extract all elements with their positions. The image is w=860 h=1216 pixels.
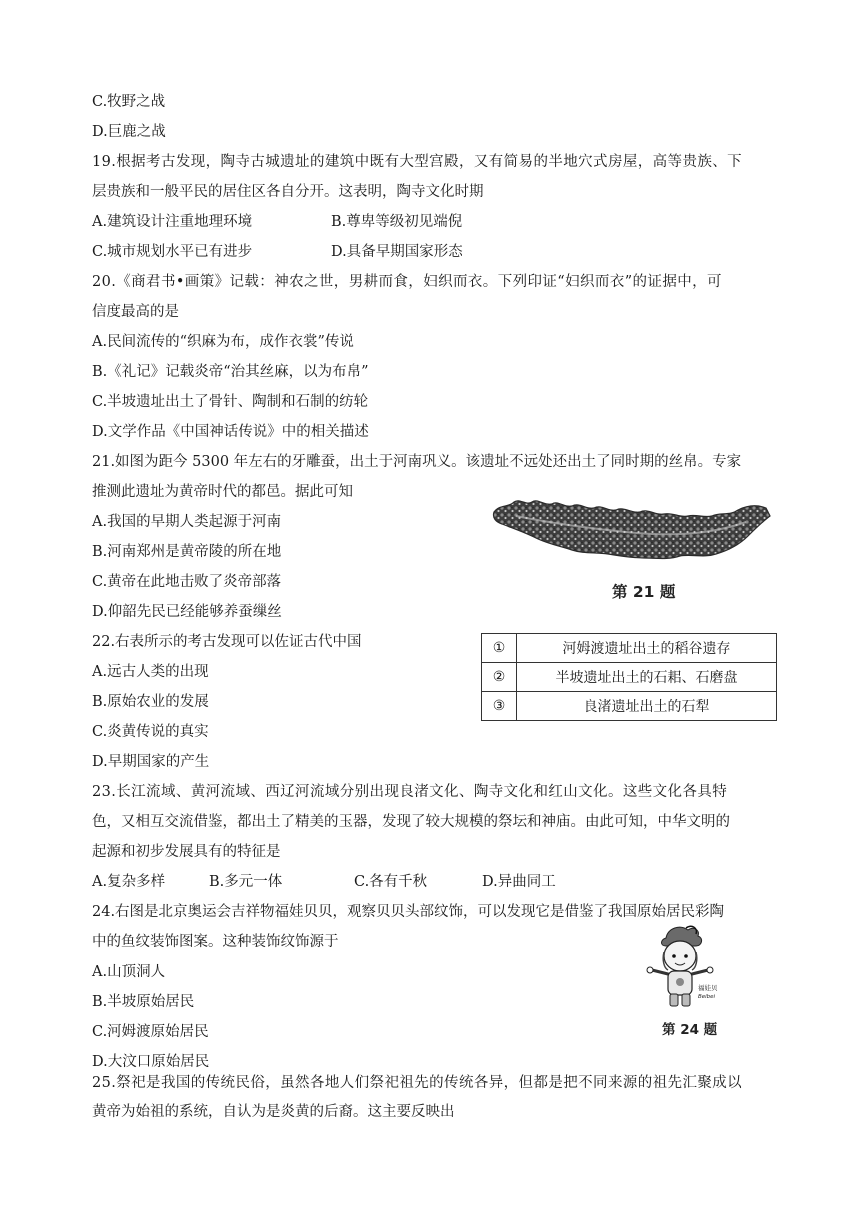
q21-stem-line1: 21.如图为距今 5300 年左右的牙雕蚕，出土于河南巩义。该遗址不远处还出土了同时期的丝帛。专家 [92, 454, 742, 470]
table-row-number: ② [482, 663, 517, 692]
beibei-signature-en: Beibei [698, 994, 716, 1000]
q20-stem-line1: 20.《商君书•画策》记载：神农之世，男耕而食，妇织而衣。下列印证“妇织而衣”的证据中，可 [92, 274, 722, 290]
q22-stem: 22.右表所示的考古发现可以佐证古代中国 [92, 634, 362, 650]
q24-option-d: D.大汶口原始居民 [92, 1054, 210, 1070]
q23-option-b: B.多元一体 [209, 874, 283, 890]
q21-option-a: A.我国的早期人类起源于河南 [92, 514, 282, 530]
table-row-number: ③ [482, 692, 517, 721]
q20-option-c: C.半坡遗址出土了骨针、陶制和石制的纺轮 [92, 394, 369, 410]
q25-stem-line1: 25.祭祀是我国的传统民俗，虽然各地人们祭祀祖先的传统各异，但都是把不同来源的祖先汇聚成以 [92, 1075, 743, 1091]
fuwa-beibei-figure [640, 924, 720, 1038]
q20-option-a: A.民间流传的“织麻为布，成作衣裳”传说 [92, 334, 354, 350]
table-row-text: 半坡遗址出土的石耜、石磨盘 [517, 663, 777, 692]
beibei-signature-cn: 福娃贝 [698, 984, 718, 992]
q20-option-b: B.《礼记》记载炎帝“治其丝麻，以为布帛” [92, 364, 369, 380]
q20-option-d: D.文学作品《中国神话传说》中的相关描述 [92, 424, 369, 440]
table-row-text: 河姆渡遗址出土的稻谷遗存 [517, 634, 777, 663]
fuwa-beibei-image [640, 924, 720, 1016]
q19-stem-line1: 19.根据考古发现，陶寺古城遗址的建筑中既有大型宫殿，又有简易的半地穴式房屋，高等贵族、下 [92, 154, 743, 170]
q19-option-d: D.具备早期国家形态 [331, 244, 463, 260]
q21-option-d: D.仰韶先民已经能够养蚕缫丝 [92, 604, 282, 620]
figure-24-caption: 第 24 题 [662, 1022, 718, 1038]
q18-option-d: D.巨鹿之战 [92, 124, 166, 140]
q19-option-b: B.尊卑等级初见端倪 [331, 214, 463, 230]
table-row-number: ① [482, 634, 517, 663]
q19-option-a: A.建筑设计注重地理环境 [92, 214, 253, 230]
table-row [482, 663, 777, 692]
q24-option-b: B.半坡原始居民 [92, 994, 195, 1010]
table-row [482, 634, 777, 663]
q24-option-c: C.河姆渡原始居民 [92, 1024, 209, 1040]
q21-stem-line2: 推测此遗址为黄帝时代的都邑。据此可知 [92, 484, 353, 500]
q20-stem-line2: 信度最高的是 [92, 304, 179, 320]
ivory-silkworm-figure [486, 492, 776, 604]
q22-option-b: B.原始农业的发展 [92, 694, 209, 710]
q24-stem-line1: 24.右图是北京奥运会吉祥物福娃贝贝，观察贝贝头部纹饰，可以发现它是借鉴了我国原始居民彩陶 [92, 904, 725, 920]
q21-option-c: C.黄帝在此地击败了炎帝部落 [92, 574, 282, 590]
q22-option-d: D.早期国家的产生 [92, 754, 210, 770]
q23-stem-line1: 23.长江流域、黄河流域、西辽河流域分别出现良渚文化、陶寺文化和红山文化。这些文化各具特 [92, 784, 728, 800]
q21-option-b: B.河南郑州是黄帝陵的所在地 [92, 544, 282, 560]
table-row [482, 692, 777, 721]
figure-21-caption: 第 21 题 [612, 583, 676, 601]
table-row-text: 良渚遗址出土的石犁 [517, 692, 777, 721]
q23-stem-line2: 色，又相互交流借鉴，都出土了精美的玉器，发现了较大规模的祭坛和神庙。由此可知，中华文明的 [92, 814, 730, 830]
q19-option-c: C.城市规划水平已有进步 [92, 244, 253, 260]
q23-option-d: D.异曲同工 [482, 874, 556, 890]
q23-option-a: A.复杂多样 [92, 874, 166, 890]
q24-stem-line2: 中的鱼纹装饰图案。这种装饰纹饰源于 [92, 934, 339, 950]
q22-option-c: C.炎黄传说的真实 [92, 724, 209, 740]
archaeology-table [481, 633, 777, 721]
q19-stem-line2: 层贵族和一般平民的居住区各自分开。这表明，陶寺文化时期 [92, 184, 484, 200]
q23-option-c: C.各有千秋 [354, 874, 428, 890]
q24-option-a: A.山顶洞人 [92, 964, 166, 980]
q18-option-c: C.牧野之战 [92, 94, 166, 110]
q23-stem-line3: 起源和初步发展具有的特征是 [92, 844, 281, 860]
q22-option-a: A.远古人类的出现 [92, 664, 209, 680]
q25-stem-line2: 黄帝为始祖的系统，自认为是炎黄的后裔。这主要反映出 [92, 1104, 455, 1120]
